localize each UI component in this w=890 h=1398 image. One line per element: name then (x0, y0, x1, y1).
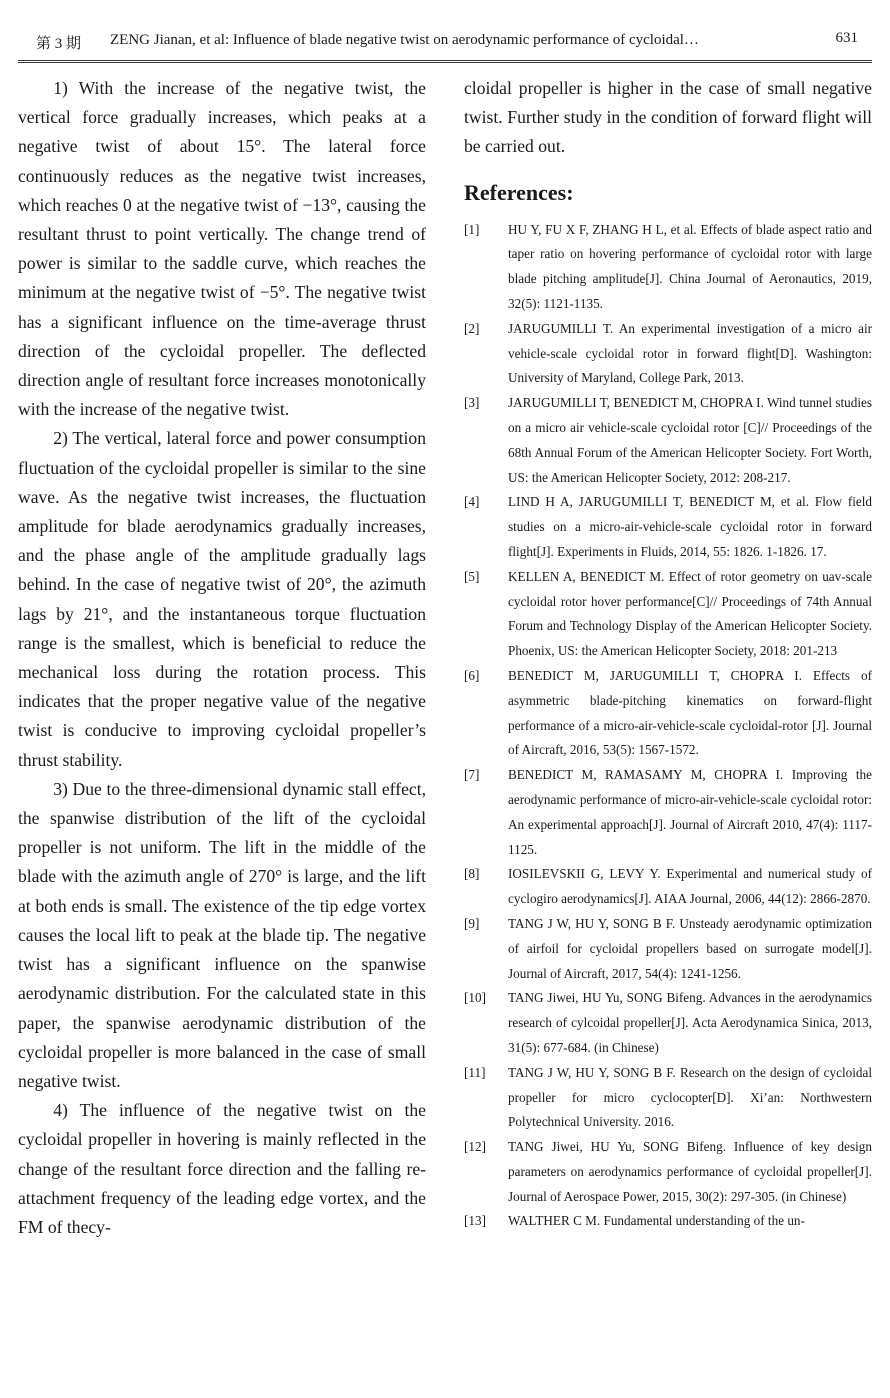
conclusion-paragraph-4: 4) The influence of the negative twist on the cycloidal propeller in hovering is mainly reflected in the change of the resultant force direction and the falling re-attachment frequency of the leading edge vortex, and the FM of thecy- (18, 1100, 426, 1237)
reference-number: [8] (464, 866, 480, 882)
reference-text: JARUGUMILLI T, BENEDICT M, CHOPRA I. Wind tunnel studies on a micro air vehicle-scale cycloidal rotor [C]// Proceedings of the 68th Annual Forum of the American Helicopter Society. Fort Worth, US: the American Helicopter Society, 2012: 208-217. (508, 395, 872, 485)
references-heading: References: (464, 179, 574, 205)
references-column (464, 74, 872, 1234)
reference-item (464, 218, 872, 317)
reference-text: TANG Jiwei, HU Yu, SONG Bifeng. Influence of key design parameters on aerodynamics performance of cycloidal propeller[J]. Journal of Aerospace Power, 2015, 30(2): 297-305. (in Chinese) (508, 1139, 872, 1204)
reference-text: JARUGUMILLI T. An experimental investigation of a micro air vehicle-scale cycloidal rotor in forward flight[D]. Washington: University of Maryland, College Park, 2013. (508, 320, 872, 386)
reference-number: [13] (464, 1213, 486, 1229)
reference-item (464, 1209, 872, 1234)
reference-number: [6] (464, 667, 480, 683)
reference-number: [10] (464, 990, 486, 1006)
reference-text: BENEDICT M, JARUGUMILLI T, CHOPRA I. Effects of asymmetric blade-pitching kinematics on forward-flight performance of a micro-air-vehicle-scale cycloidal-rotor [J]. Journal of Aircraft, 2016, 53(5): 1567-1572. (508, 667, 872, 758)
reference-number: [9] (464, 915, 480, 931)
reference-item (464, 862, 872, 912)
reference-text: KELLEN A, BENEDICT M. Effect of rotor geometry on uav-scale cycloidal rotor hover performance[C]// Proceedings of 74th Annual Forum and Technology Display of the American Helicopter Society. Phoenix, US: the American Helicopter Society, 2018: 201-213 (508, 568, 872, 659)
reference-number: [1] (464, 221, 480, 237)
reference-text: IOSILEVSKII G, LEVY Y. Experimental and numerical study of cyclogiro aerodynamics[J]. AIAA Journal, 2006, 44(12): 2866-2870. (508, 866, 872, 907)
reference-item (464, 391, 872, 490)
reference-item (464, 1061, 872, 1135)
reference-item (464, 664, 872, 763)
reference-text: TANG Jiwei, HU Yu, SONG Bifeng. Advances in the aerodynamics research of cylcoidal propeller[J]. Acta Aerodynamica Sinica, 2013, 31(5): 677-684. (in Chinese) (508, 990, 872, 1055)
reference-number: [12] (464, 1139, 486, 1155)
reference-text: TANG J W, HU Y, SONG B F. Research on the design of cycloidal propeller for micro cyclocopter[D]. Xi’an: Northwestern Polytechnical University. 2016. (508, 1064, 872, 1130)
reference-text: HU Y, FU X F, ZHANG H L, et al. Effects of blade aspect ratio and taper ratio on hovering performance of cycloidal rotor with large blade pitching amplitude[J]. China Journal of Aeronautics, 2019, 32(5): 1121-1135. (508, 221, 872, 311)
reference-item (464, 317, 872, 391)
conclusion-continuation: cloidal propeller is higher in the case of small negative twist. Further study in the condition of forward flight will be carried out. (464, 78, 872, 157)
reference-item (464, 763, 872, 862)
running-title: ZENG Jianan, et al: Influence of blade negative twist on aerodynamic performance of cycloidal… (110, 32, 699, 48)
reference-text: WALTHER C M. Fundamental understanding of the un- (508, 1213, 805, 1229)
reference-item (464, 565, 872, 664)
reference-text: LIND H A, JARUGUMILLI T, BENEDICT M, et al. Flow field studies on a micro-air-vehicle-scale cycloidal rotor in forward flight[J]. Experiments in Fluids, 2014, 55: 1826. 1-1826. 17. (508, 494, 872, 559)
conclusion-paragraph-3: 3) Due to the three-dimensional dynamic stall effect, the spanwise distribution of the lift of the cycloidal propeller is not uniform. The lift in the middle of the blade with the azimuth angle of 270° is large, and the lift at both ends is small. The existence of the tip edge vortex causes the local lift to peak at the blade tip. The negative twist has a significant influence on the spanwise aerodynamic distribution. For the calculated state in this paper, the spanwise aerodynamic distribution of the cycloidal propeller is more balanced in the case of small negative twist. (18, 778, 426, 1091)
running-header (18, 26, 872, 63)
reference-number: [7] (464, 767, 480, 783)
reference-number: [5] (464, 568, 480, 584)
reference-item (464, 490, 872, 564)
conclusion-paragraph-1: 1) With the increase of the negative twist, the vertical force gradually increases, which peaks at a negative twist of about 15°. The lateral force continuously reduces as the negative twist increases, which reaches 0 at the negative twist of −13°, causing the resultant thrust to point vertically. The change trend of power is similar to the saddle curve, which reaches the minimum at the negative twist of −5°. The negative twist has a significant influence on the time-average thrust direction of the cycloidal propeller. The deflected direction angle of resultant force increases monotonically with the increase of the negative twist. (18, 78, 426, 420)
reference-number: [3] (464, 395, 480, 411)
reference-list (464, 218, 872, 1235)
reference-text: TANG J W, HU Y, SONG B F. Unsteady aerodynamic optimization of airfoil for cycloidal propellers based on surrogate model[J]. Journal of Aircraft, 2017, 54(4): 1241-1256. (508, 915, 872, 981)
reference-text: BENEDICT M, RAMASAMY M, CHOPRA I. Improving the aerodynamic performance of micro-air-vehicle-scale cycloidal rotor: An experimental approach[J]. Journal of Aircraft 2010, 47(4): 1117-1125. (508, 767, 872, 857)
reference-item (464, 912, 872, 986)
reference-number: [2] (464, 320, 480, 336)
reference-item (464, 986, 872, 1060)
conclusion-paragraph-2: 2) The vertical, lateral force and power consumption fluctuation of the cycloidal propeller is similar to the sine wave. As the negative twist increases, the fluctuation amplitude for blade aerodynamics gradually increases, and the phase angle of the amplitude gradually lags behind. In the case of negative twist of 20°, the azimuth lags by 21°, and the instantaneous torque fluctuation range is the smallest, which is beneficial to reduce the mechanical loss during the rotation process. This indicates that the proper negative value of the negative twist is conducive to improving cycloidal propeller’s thrust stability. (18, 428, 426, 770)
reference-number: [11] (464, 1064, 486, 1080)
page-number: 631 (835, 30, 858, 46)
conclusions-column (18, 74, 426, 1242)
reference-number: [4] (464, 494, 480, 510)
reference-item (464, 1135, 872, 1209)
issue-label: 第 3 期 (36, 36, 82, 52)
